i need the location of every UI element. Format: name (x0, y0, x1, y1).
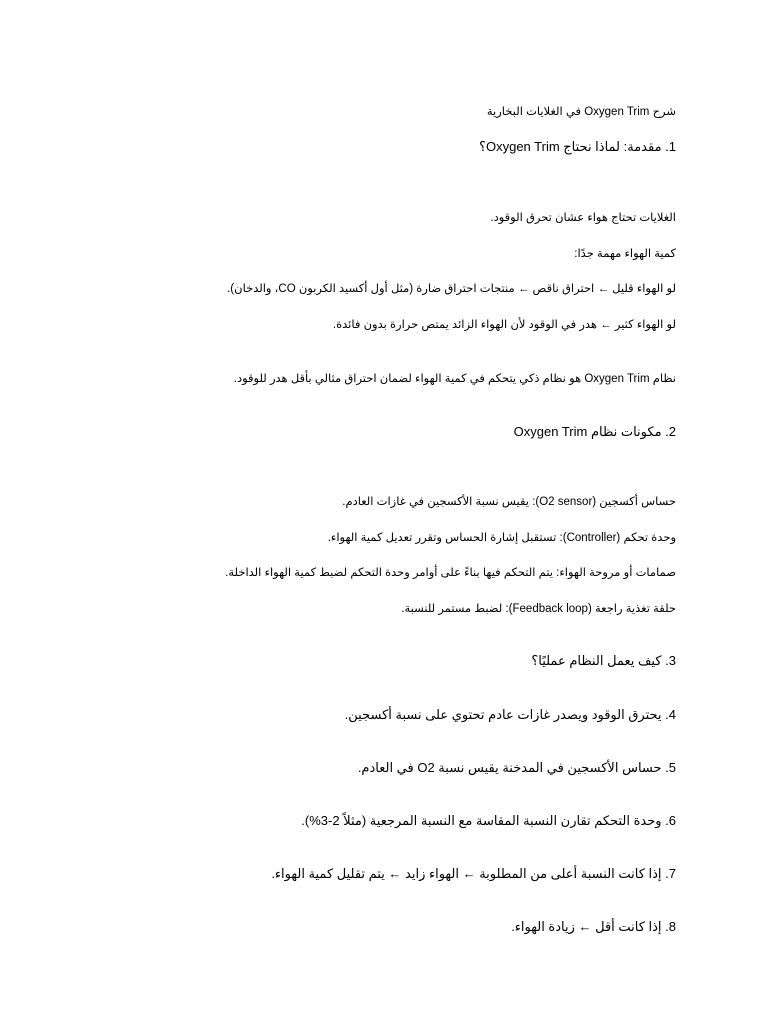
section2-item-4: حلقة تغذية راجعة (Feedback loop): لضبط مستمر للنسبة. (401, 603, 676, 615)
section3-step-8: 8. إذا كانت أقل ← زيادة الهواء. (511, 919, 676, 934)
section2-item-3: صمامات أو مروحة الهواء: يتم التحكم فيها بناءً على أوامر وحدة التحكم لضبط كمية الهواء الداخلة. (225, 567, 676, 579)
section1-line-3: لو الهواء قليل ← احتراق ناقص ← منتجات احتراق ضارة (مثل أول أكسيد الكربون CO، والدخان). (227, 283, 676, 295)
section2-heading: 2. مكونات نظام Oxygen Trim (513, 424, 676, 439)
section3-step-4: 4. يحترق الوقود ويصدر غازات عادم تحتوي على نسبة أكسجين. (344, 707, 676, 722)
section1-heading: 1. مقدمة: لماذا نحتاج Oxygen Trim؟ (479, 139, 676, 154)
section1-line-2: كمية الهواء مهمة جدًا: (574, 248, 676, 260)
section3-step-5: 5. حساس الأكسجين في المدخنة يقيس نسبة O2 في العادم. (357, 760, 676, 775)
section1-summary: نظام Oxygen Trim هو نظام ذكي يتحكم في كمية الهواء لضمان احتراق مثالي بأقل هدر للوقود. (233, 373, 676, 385)
section2-item-1: حساس أكسجين (O2 sensor): يقيس نسبة الأكسجين في غازات العادم. (342, 496, 676, 508)
section3-step-6: 6. وحدة التحكم تقارن النسبة المقاسة مع النسبة المرجعية (مثلاً 2-3%). (301, 813, 676, 828)
section2-item-2: وحدة تحكم (Controller): تستقبل إشارة الحساس وتقرر تعديل كمية الهواء. (327, 532, 676, 544)
section3-heading: 3. كيف يعمل النظام عمليًا؟ (531, 653, 676, 668)
section1-line-4: لو الهواء كثير ← هدر في الوقود لأن الهواء الزائد يمتص حرارة بدون فائدة. (332, 319, 676, 331)
section3-step-7: 7. إذا كانت النسبة أعلى من المطلوبة ← الهواء زايد ← يتم تقليل كمية الهواء. (271, 866, 676, 881)
document-title: شرح Oxygen Trim في الغلايات البخارية (486, 106, 676, 118)
section1-line-1: الغلايات تحتاج هواء عشان تحرق الوقود. (490, 212, 676, 224)
